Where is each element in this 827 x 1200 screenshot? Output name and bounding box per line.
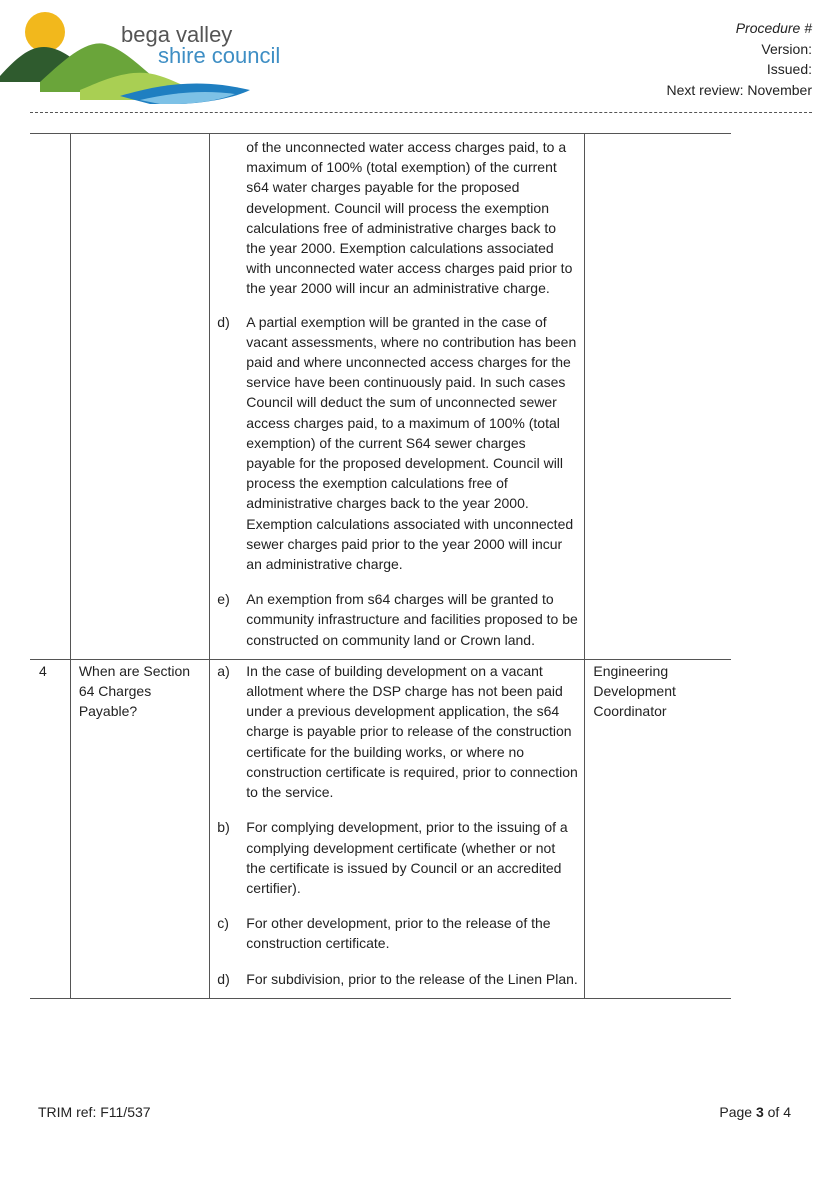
row-number: 4 bbox=[39, 662, 47, 679]
list-item bbox=[210, 969, 584, 989]
item-label: e) bbox=[217, 591, 230, 608]
issued-label: Issued: bbox=[766, 61, 812, 77]
item-text: An exemption from s64 charges will be granted to community infrastructure and facilities proposed to be constructed on community land or Crown land. bbox=[246, 591, 578, 648]
question-cell bbox=[70, 134, 209, 660]
procedure-cell bbox=[210, 659, 585, 998]
row-number-cell bbox=[30, 659, 70, 998]
item-text: For complying development, prior to the issuing of a complying development certificate (whether or not the certificate is issued by Council or an accredited certifier). bbox=[246, 819, 568, 896]
item-label: d) bbox=[217, 313, 230, 330]
table-row bbox=[30, 659, 731, 998]
logo-line2: shire council bbox=[158, 43, 281, 68]
responsibility-cell bbox=[585, 134, 731, 660]
page-current: 3 bbox=[755, 1104, 764, 1120]
trim-reference: TRIM ref: F11/537 bbox=[38, 1104, 151, 1120]
list-item bbox=[210, 913, 584, 953]
page-total: of 4 bbox=[767, 1104, 791, 1120]
item-text: A partial exemption will be granted in the case of vacant assessments, where no contribution has been paid and where unconnected access charges for the service have been continuously paid. In such cases Council will deduct the sum of unconnected sewer access charges paid, to a maximum of 100% (total exemption) of the current S64 sewer charges payable for the proposed development. Council will process the exemption calculations free of administrative charges back to the year 2000. Exemption calculations associated with unconnected sewer charges paid prior to the year 2000 will incur an administrative charge. bbox=[246, 313, 577, 573]
item-text: For subdivision, prior to the release of the Linen Plan. bbox=[246, 970, 578, 987]
page-number bbox=[719, 1104, 791, 1120]
council-logo bbox=[0, 4, 300, 104]
document-meta bbox=[667, 18, 813, 100]
table-row bbox=[30, 134, 731, 660]
responsibility-text: Engineering Development Coordinator bbox=[593, 662, 676, 720]
logo-line1: bega valley bbox=[121, 22, 233, 47]
header-divider bbox=[30, 112, 812, 113]
procedure-cell bbox=[210, 134, 585, 660]
question-text: When are Section 64 Charges Payable? bbox=[78, 662, 191, 720]
list-item bbox=[210, 589, 584, 659]
logo-text bbox=[121, 24, 280, 66]
row-number-cell bbox=[30, 134, 70, 660]
item-label: d) bbox=[217, 970, 230, 987]
item-label: b) bbox=[217, 819, 230, 836]
responsibility-cell bbox=[585, 659, 731, 998]
item-text: For other development, prior to the release of the construction certificate. bbox=[246, 915, 551, 952]
item-label: c) bbox=[217, 915, 229, 932]
list-item bbox=[210, 817, 584, 898]
procedure-number: Procedure # bbox=[735, 20, 812, 36]
item-text: In the case of building development on a vacant allotment where the DSP charge has not been paid under a previous development application, the s64 charge is payable prior to release of the construction certificate for the building works, or where no construction certificate is required, prior to connection to the service. bbox=[246, 662, 578, 801]
item-c-continuation: of the unconnected water access charges paid, to a maximum of 100% (total exemption) of the current s64 water charges payable for the proposed development. Council will process the exemption calculations free of administrative charges back to the year 2000. Exemption calculations associated with unconnected water access charges paid prior to the year 2000 will incur an administrative charge. bbox=[246, 139, 573, 297]
procedure-table bbox=[30, 133, 731, 999]
version-label: Version: bbox=[761, 40, 812, 57]
list-item bbox=[210, 661, 584, 802]
item-label: a) bbox=[217, 662, 230, 679]
question-cell bbox=[70, 659, 209, 998]
page-prefix: Page bbox=[719, 1104, 753, 1120]
list-item bbox=[210, 312, 584, 575]
next-review-label: Next review: November bbox=[666, 81, 812, 98]
